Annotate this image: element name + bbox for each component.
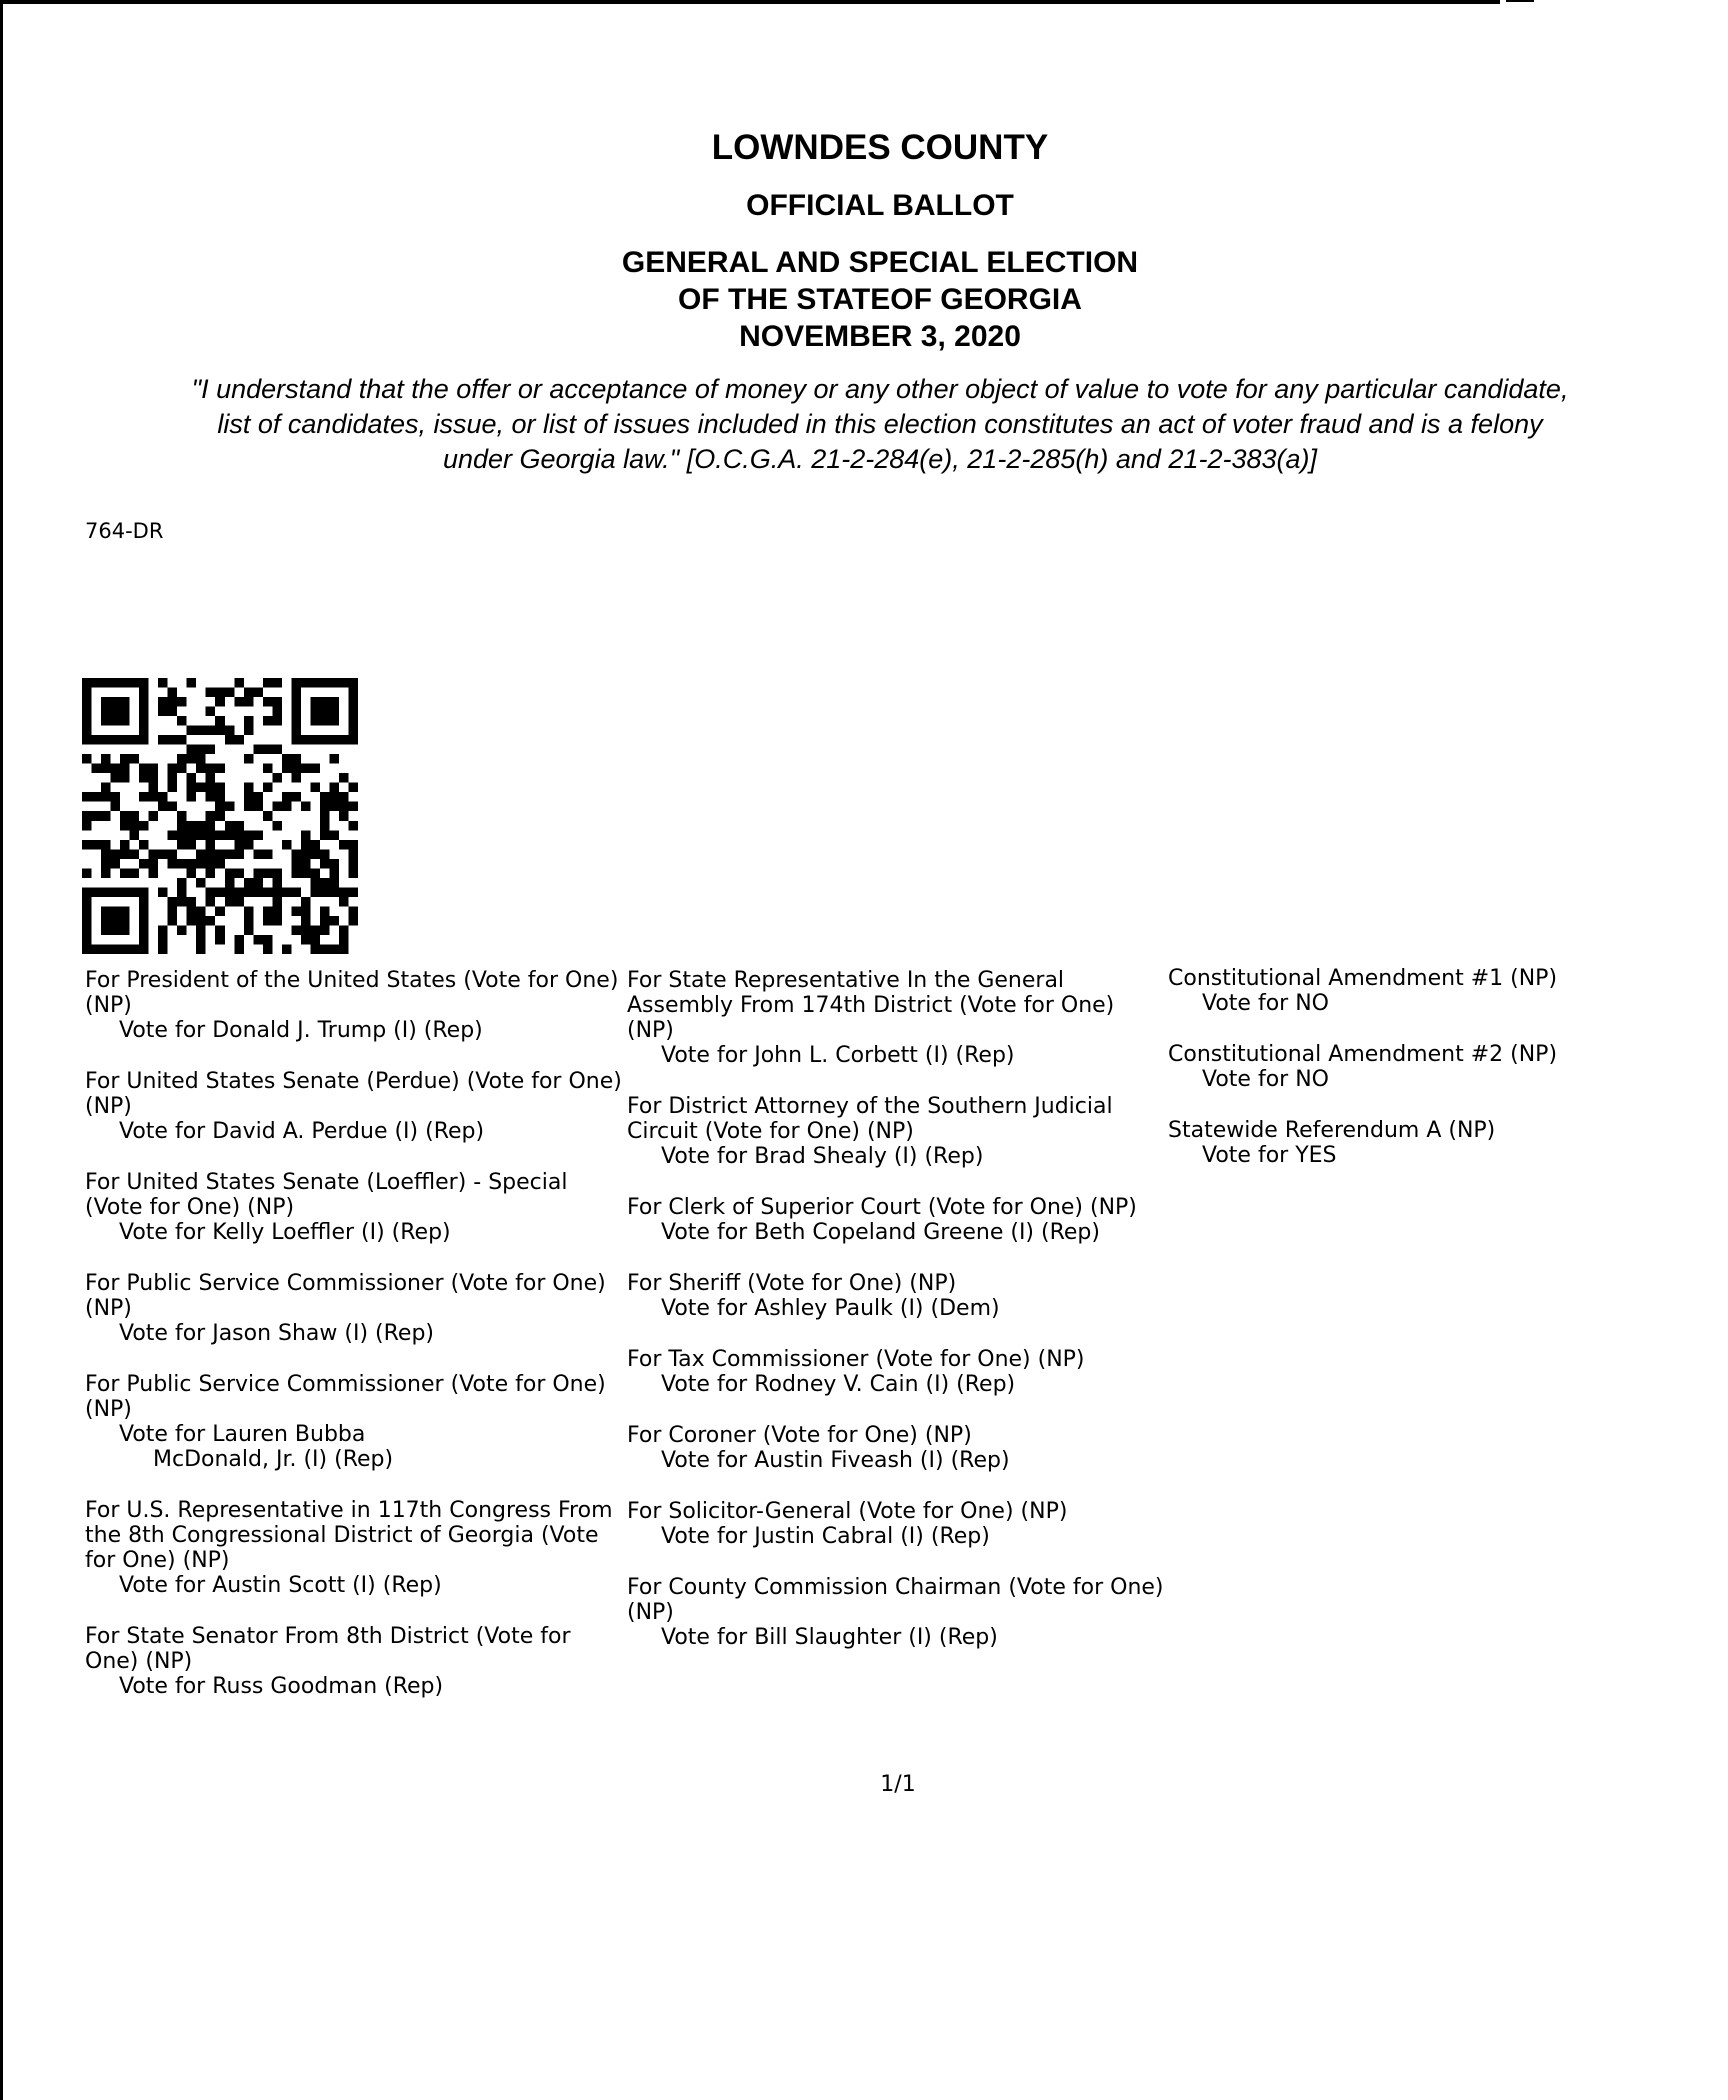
- race-choice: Vote for Austin Fiveash (I) (Rep): [661, 1448, 1010, 1473]
- race-county-commission-chairman: [627, 1575, 1167, 1650]
- race-solicitor-general: [627, 1499, 1167, 1549]
- race-choice: Vote for Justin Cabral (I) (Rep): [661, 1524, 990, 1549]
- race-us-senate-perdue: [85, 1069, 625, 1144]
- page-number: 1/1: [880, 1772, 916, 1797]
- race-choice: Vote for Donald J. Trump (I) (Rep): [119, 1018, 483, 1043]
- page-border-top-tail: [1506, 0, 1534, 2]
- race-title: For Sheriff (Vote for One) (NP): [627, 1271, 957, 1296]
- voter-fraud-warning: [60, 372, 1700, 477]
- races-column-1: [85, 968, 625, 1725]
- race-title: For County Commission Chairman (Vote for One) (NP): [627, 1575, 1164, 1625]
- race-choice: Vote for John L. Corbett (I) (Rep): [661, 1043, 1015, 1068]
- race-title: For Tax Commissioner (Vote for One) (NP): [627, 1347, 1085, 1372]
- races-column-3: [1168, 966, 1728, 1194]
- race-choice: Vote for Lauren Bubba McDonald, Jr. (I) (Rep): [119, 1422, 394, 1472]
- race-choice: Vote for YES: [1202, 1143, 1337, 1168]
- race-referendum-a: [1168, 1118, 1728, 1168]
- race-title: For Public Service Commissioner (Vote for One) (NP): [85, 1271, 606, 1321]
- race-coroner: [627, 1423, 1167, 1473]
- race-tax-commissioner: [627, 1347, 1167, 1397]
- race-choice: Vote for Austin Scott (I) (Rep): [119, 1573, 442, 1598]
- race-title: For District Attorney of the Southern Judicial Circuit (Vote for One) (NP): [627, 1094, 1113, 1144]
- warning-line-3: under Georgia law." [O.C.G.A. 21-2-284(e), 21-2-285(h) and 21-2-383(a)]: [442, 444, 1318, 474]
- race-us-representative: [85, 1498, 625, 1598]
- election-name-line2: OF THE STATEOF GEORGIA: [678, 283, 1082, 316]
- race-title: For U.S. Representative in 117th Congress From the 8th Congressional District of Georgia (Vote for One) (NP): [85, 1498, 613, 1573]
- race-title: For Solicitor-General (Vote for One) (NP): [627, 1499, 1068, 1524]
- race-amendment-2: [1168, 1042, 1728, 1092]
- race-psc-1: [85, 1271, 625, 1346]
- race-choice: Vote for Russ Goodman (Rep): [119, 1674, 444, 1699]
- races-column-2: [627, 968, 1167, 1676]
- race-choice: Vote for NO: [1202, 1067, 1329, 1092]
- race-title: Constitutional Amendment #2 (NP): [1168, 1042, 1558, 1067]
- race-amendment-1: [1168, 966, 1728, 1016]
- race-choice: Vote for Kelly Loeffler (I) (Rep): [119, 1220, 451, 1245]
- race-title: For State Representative In the General Assembly From 174th District (Vote for One) (NP): [627, 968, 1115, 1043]
- race-title: For State Senator From 8th District (Vote for One) (NP): [85, 1624, 571, 1674]
- race-choice: Vote for David A. Perdue (I) (Rep): [119, 1119, 485, 1144]
- race-title: For Public Service Commissioner (Vote for One) (NP): [85, 1372, 606, 1422]
- qr-code-icon: [82, 678, 358, 954]
- election-name-line1: GENERAL AND SPECIAL ELECTION: [621, 246, 1139, 279]
- form-id: 764-DR: [85, 519, 164, 543]
- race-choice: Vote for Jason Shaw (I) (Rep): [119, 1321, 435, 1346]
- election-date: NOVEMBER 3, 2020: [739, 320, 1021, 353]
- race-choice: Vote for Brad Shealy (I) (Rep): [661, 1144, 984, 1169]
- race-state-senator: [85, 1624, 625, 1699]
- county-title: LOWNDES COUNTY: [711, 128, 1049, 167]
- race-clerk-superior-court: [627, 1195, 1167, 1245]
- race-title: For United States Senate (Perdue) (Vote for One) (NP): [85, 1069, 622, 1119]
- race-district-attorney: [627, 1094, 1167, 1169]
- race-state-representative: [627, 968, 1167, 1068]
- race-title: For Clerk of Superior Court (Vote for One) (NP): [627, 1195, 1137, 1220]
- race-title: Statewide Referendum A (NP): [1168, 1118, 1496, 1143]
- race-choice: Vote for Rodney V. Cain (I) (Rep): [661, 1372, 1016, 1397]
- race-title: For Coroner (Vote for One) (NP): [627, 1423, 972, 1448]
- race-choice: Vote for Beth Copeland Greene (I) (Rep): [661, 1220, 1100, 1245]
- race-title: Constitutional Amendment #1 (NP): [1168, 966, 1558, 991]
- race-title: For United States Senate (Loeffler) - Special (Vote for One) (NP): [85, 1170, 568, 1220]
- warning-line-2: list of candidates, issue, or list of issues included in this election constitutes an act of voter fraud and is a felony: [217, 409, 1543, 439]
- ballot-type: OFFICIAL BALLOT: [746, 189, 1014, 222]
- race-choice: Vote for Ashley Paulk (I) (Dem): [661, 1296, 1000, 1321]
- page-border-top: [0, 0, 1500, 4]
- race-title: For President of the United States (Vote for One) (NP): [85, 968, 619, 1018]
- race-choice: Vote for NO: [1202, 991, 1329, 1016]
- race-psc-2: [85, 1372, 625, 1472]
- ballot-header: [0, 128, 1728, 355]
- warning-line-1: "I understand that the offer or acceptance of money or any other object of value to vote for any particular candidate,: [191, 374, 1569, 404]
- race-sheriff: [627, 1271, 1167, 1321]
- race-president: [85, 968, 625, 1043]
- race-us-senate-loeffler: [85, 1170, 625, 1245]
- race-choice: Vote for Bill Slaughter (I) (Rep): [661, 1625, 998, 1650]
